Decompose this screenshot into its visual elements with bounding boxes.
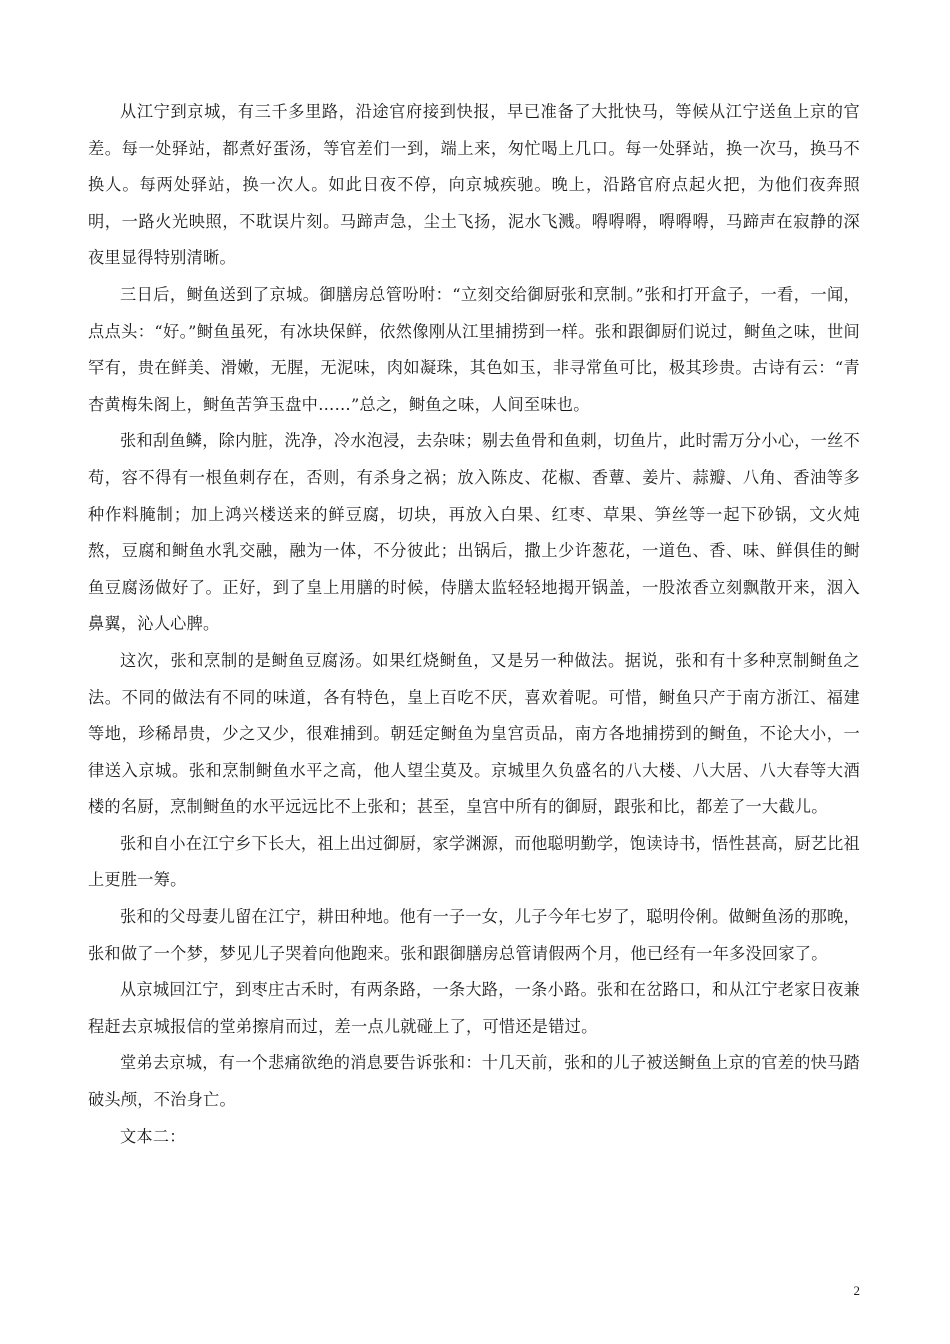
paragraph-cooking-skill: 这次，张和烹制的是鲥鱼豆腐汤。如果红烧鲥鱼，又是另一种做法。据说，张和有十多种烹制鲥鱼之法。不同的做法有不同的味道，各有特色，皇上百吃不厌，喜欢着呢。可惜，鲥鱼只产于南方浙江、福建等地，珍稀昂贵，少之又少，很难捕到。朝廷定鲥鱼为皇宫贡品，南方各地捕捞到的鲥鱼，不论大小，一律送入京城。张和烹制鲥鱼水平之高，他人望尘莫及。京城里久负盛名的八大楼、八大居、八大春等大酒楼的名厨，烹制鲥鱼的水平远远比不上张和；甚至，皇宫中所有的御厨，跟张和比，都差了一大截儿。: [88, 650, 860, 817]
paragraph-courier-journey: 从江宁到京城，有三千多里路，沿途官府接到快报，早已准备了大批快马，等候从江宁送鱼上京的官差。每一处驿站，都煮好蛋汤，等官差们一到，端上来，匆忙喝上几口。每一处驿站，换一次马，换马不换人。每两处驿站，换一次人。如此日夜不停，向京城疾驰。晚上，沿路官府点起火把，为他们夜奔照明，一路火光映照，不耽误片刻。马蹄声急，尘土飞扬，泥水飞溅。嘚嘚嘚，嘚嘚嘚，马蹄声在寂静的深夜里显得特别清晰。: [88, 102, 860, 268]
paragraph-fish-arrives: 三日后，鲥鱼送到了京城。御膳房总管吩咐：“立刻交给御厨张和烹制。”张和打开盒子，一看，一闻，点点头：“好。”鲥鱼虽死，有冰块保鲜，依然像刚从江里捕捞到一样。张和跟御厨们说过，鲥鱼之味，世间罕有，贵在鲜美、滑嫩，无腥，无泥味，肉如凝珠，其色如玉，非寻常鱼可比，极其珍贵。古诗有云：“青杏黄梅朱阁上，鲥鱼苦笋玉盘中……”总之，鲥鱼之味，人间至味也。: [88, 284, 860, 414]
section-heading-text-two: 文本二：: [120, 1126, 186, 1146]
paragraph-cooking-process: 张和刮鱼鳞，除内脏，洗净，冷水泡浸，去杂味；剔去鱼骨和鱼刺，切鱼片，此时需万分小心，一丝不苟，容不得有一根鱼刺存在，否则，有杀身之祸；放入陈皮、花椒、香蕈、姜片、蒜瓣、八角、香油等多种作料腌制；加上鸿兴楼送来的鲜豆腐，切块，再放入白果、红枣、草果、笋丝等一起下砂锅，文火炖熬，豆腐和鲥鱼水乳交融，融为一体，不分彼此；出锅后，撒上少许葱花，一道色、香、味、鲜俱佳的鲥鱼豆腐汤做好了。正好，到了皇上用膳的时候，侍膳太监轻轻地揭开锅盖，一股浓香立刻飘散开来，洇入鼻翼，沁人心脾。: [88, 431, 860, 634]
paragraph-missed-meeting: 从京城回江宁，到枣庄古禾时，有两条路，一条大路，一条小路。张和在岔路口，和从江宁老家日夜兼程赶去京城报信的堂弟擦肩而过，差一点儿就碰上了，可惜还是错过。: [88, 980, 860, 1036]
paragraph-tragic-news: 堂弟去京城，有一个悲痛欲绝的消息要告诉张和：十几天前，张和的儿子被送鲥鱼上京的官差的快马踏破头颅，不治身亡。: [88, 1053, 860, 1110]
page-number: 2: [853, 1283, 860, 1298]
body-text: [88, 94, 860, 1155]
paragraph-family-dream: 张和的父母妻儿留在江宁，耕田种地。他有一子一女，儿子今年七岁了，聪明伶俐。做鲥鱼汤的那晚，张和做了一个梦，梦见儿子哭着向他跑来。张和跟御膳房总管请假两个月，他已经有一年多没回家了。: [88, 907, 860, 963]
paragraph-zhang-he-background: 张和自小在江宁乡下长大，祖上出过御厨，家学渊源，而他聪明勤学，饱读诗书，悟性甚高，厨艺比祖上更胜一筹。: [88, 833, 860, 890]
